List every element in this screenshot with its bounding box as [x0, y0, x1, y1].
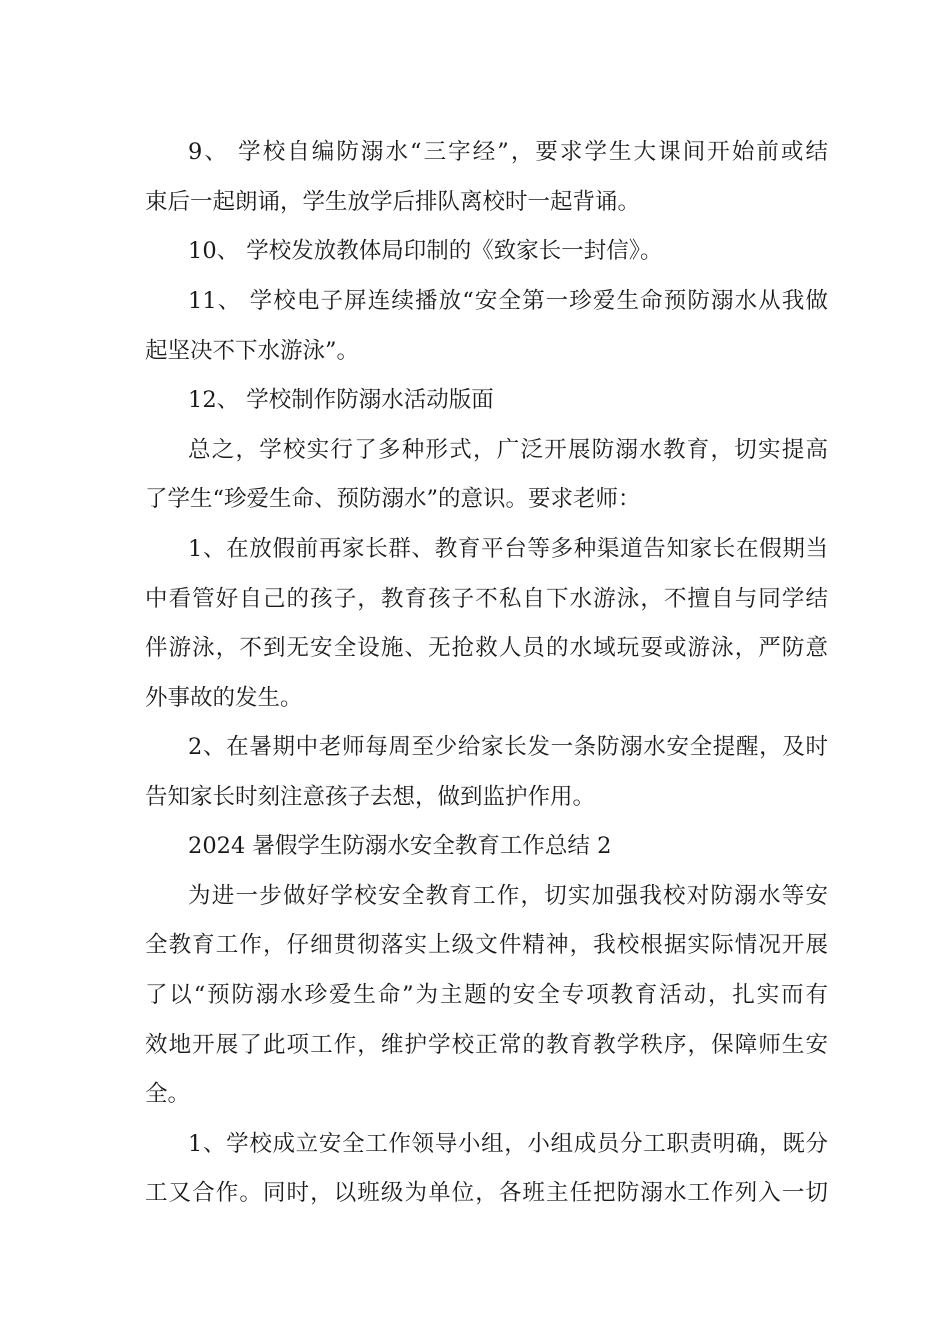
- line-text: 工又合作。同时，以班级为单位，各班主任把防溺水工作列入一切: [145, 1180, 828, 1206]
- paragraph-line: [145, 633, 828, 663]
- line-text: 了学生“珍爱生命、预防溺水”的意识。要求老师：: [145, 486, 641, 512]
- line-text: 全。: [145, 1081, 191, 1107]
- paragraph-line: [188, 881, 828, 911]
- paragraph-line: [188, 534, 828, 564]
- line-text: 9、 学校自编防溺水“三字经”，要求学生大课间开始前或结: [188, 139, 828, 165]
- line-text: 1、在放假前再家长群、教育平台等多种渠道告知家长在假期当: [188, 536, 828, 562]
- paragraph-line: [188, 435, 828, 465]
- paragraph-line: [145, 1030, 828, 1060]
- paragraph-line: [188, 286, 828, 316]
- line-text: 伴游泳，不到无安全设施、无抢救人员的水域玩耍或游泳，严防意: [145, 635, 828, 661]
- paragraph-line: [145, 484, 950, 514]
- paragraph-line: [145, 980, 828, 1010]
- paragraph-line: [145, 1079, 950, 1109]
- line-text: 12、 学校制作防溺水活动版面: [188, 387, 494, 413]
- paragraph-line: [145, 584, 828, 614]
- paragraph-line: [188, 1129, 828, 1159]
- paragraph-line: [145, 187, 950, 217]
- line-text: 11、 学校电子屏连续播放“安全第一珍爱生命预防溺水从我做: [188, 288, 828, 314]
- line-text: 全教育工作，仔细贯彻落实上级文件精神，我校根据实际情况开展: [145, 932, 828, 958]
- line-text: 中看管好自己的孩子，教育孩子不私自下水游泳，不擅自与同学结: [145, 586, 828, 612]
- line-text: 为进一步做好学校安全教育工作，切实加强我校对防溺水等安: [188, 883, 828, 909]
- line-text: 起坚决不下水游泳”。: [145, 338, 360, 364]
- line-text: 效地开展了此项工作，维护学校正常的教育教学秩序，保障师生安: [145, 1032, 828, 1058]
- paragraph-line: [188, 236, 950, 266]
- heading-text: 2024 暑假学生防溺水安全教育工作总结 2: [188, 833, 612, 859]
- paragraph-line: [145, 336, 950, 366]
- section-heading: [188, 831, 950, 861]
- paragraph-line: [188, 137, 828, 167]
- line-text: 10、 学校发放教体局印制的《致家长一封信》。: [188, 238, 663, 264]
- line-text: 告知家长时刻注意孩子去想，做到监护作用。: [145, 784, 596, 810]
- line-text: 总之，学校实行了多种形式，广泛开展防溺水教育，切实提高: [188, 437, 828, 463]
- line-text: 2、在暑期中老师每周至少给家长发一条防溺水安全提醒，及时: [188, 734, 828, 760]
- paragraph-line: [145, 683, 950, 713]
- paragraph-line: [188, 732, 828, 762]
- line-text: 1、学校成立安全工作领导小组，小组成员分工职责明确，既分: [188, 1131, 828, 1157]
- line-text: 束后一起朗诵，学生放学后排队离校时一起背诵。: [145, 189, 641, 215]
- paragraph-line: [145, 930, 828, 960]
- paragraph-line: [145, 1178, 828, 1208]
- paragraph-line: [188, 385, 950, 415]
- line-text: 外事故的发生。: [145, 685, 303, 711]
- line-text: 了以“预防溺水珍爱生命”为主题的安全专项教育活动，扎实而有: [145, 982, 828, 1008]
- paragraph-line: [145, 782, 950, 812]
